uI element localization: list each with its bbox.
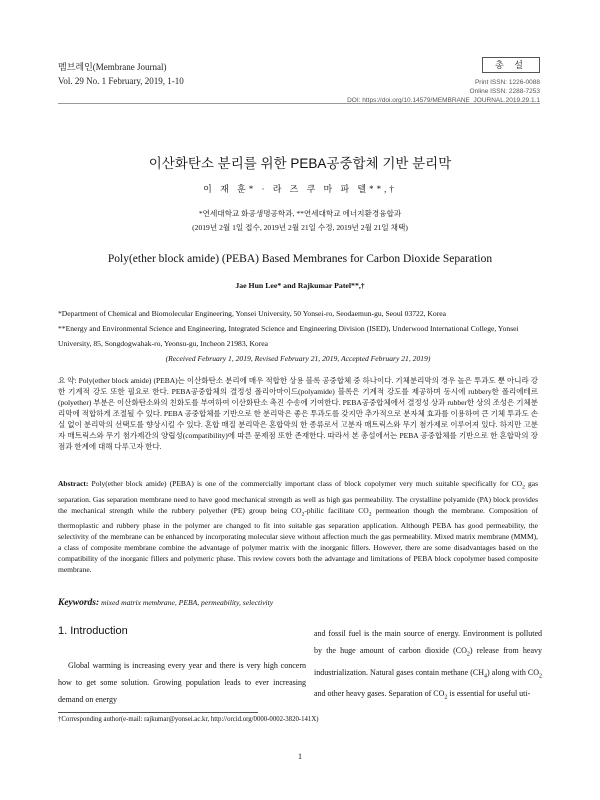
keywords-text: mixed matrix membrane, PEBA, permeability, selectivity xyxy=(101,598,274,607)
english-abstract-label: Abstract: xyxy=(58,479,89,488)
subscript: 2 xyxy=(539,673,542,680)
page-number: 1 xyxy=(298,752,302,761)
body-column-left: Global warming is increasing every year and there is very high concern how to get some solution. Growing population leads to ever increasing demand on energy xyxy=(58,661,306,704)
journal-name: 멤브레인(Membrane Journal) xyxy=(58,62,167,72)
doi-link[interactable]: DOI: https://doi.org/10.14579/MEMBRANE_JOURNAL.2019.29.1.1 xyxy=(347,97,540,104)
subscript: 2 xyxy=(301,511,305,517)
english-affiliation-1: *Department of Chemical and Biomolecular Engineering, Yonsei University, 50 Yonsei-ro, Seodaemun-gu, Seoul 03722, Korea xyxy=(58,309,446,318)
journal-volume: Vol. 29 No. 1 February, 2019, 1-10 xyxy=(58,76,184,86)
footnote-divider xyxy=(58,712,258,713)
subscript: 2 xyxy=(368,511,372,517)
body-text-2: ) release from heavy industrialization. Natural gases contain methane (CH xyxy=(314,646,542,677)
section-heading: 1. Introduction xyxy=(58,625,128,637)
english-dates: (Received February 1, 2019, Revised February 21, 2019, Accepted February 21, 2019) xyxy=(165,354,431,363)
issn-block xyxy=(347,78,540,105)
english-abstract xyxy=(58,478,538,575)
abstract-text-1: Poly(ether block amide) (PEBA) is one of the commercially important class of block copolymer very much suitable specifically for CO xyxy=(91,479,523,488)
korean-abstract xyxy=(58,375,538,452)
keywords-label: Keywords: xyxy=(58,598,100,608)
korean-dates: (2019년 2월 1일 접수, 2019년 2월 21일 수정, 2019년 2월 21일 채택) xyxy=(192,223,408,232)
online-issn: Online ISSN: 2288-7253 xyxy=(469,88,540,95)
subscript: 2 xyxy=(466,651,470,658)
abstract-text-3: -philic facilitate CO xyxy=(304,505,369,515)
header-divider xyxy=(58,103,540,104)
print-issn: Print ISSN: 1226-0088 xyxy=(474,79,540,86)
subscript: 2 xyxy=(522,484,525,491)
footnote: †Corresponding author(e-mail: rajkumar@yonsei.ac.kr, http://orcid.org/0000-0002-3820-141X) xyxy=(58,716,319,723)
journal-header xyxy=(58,60,184,88)
english-affiliations xyxy=(58,306,538,366)
subscript: 4 xyxy=(484,673,488,680)
korean-title: 이산화탄소 분리를 위한 PEBA공중합체 기반 분리막 xyxy=(148,156,452,171)
korean-affiliations xyxy=(0,207,600,235)
body-text-3: ) along with CO xyxy=(487,667,539,677)
korean-abstract-text: Poly(ether block amide) (PEBA)는 이산화탄소 분리에 매우 적합한 상용 블록 공중합체 중 하나이다. 기체분리막의 경우 높은 투과도 뿐 아니라 강한 기계적 강도 또한 필요로 한다. PEBA공중합체의 결정성 폴리아마이드(polyamide) 블록은 기계적 강도를 제공하며 동시에 rubbery한 폴리에테르(polyether) 부분은 이산화탄소와의 친화도를 부여하여 이산화탄소 촉진 수송에 기여한다. PEBA공중합체에서 결정성 상과 rubber한 상의 조성은 기체분리막에 적합하게 조절될 수 있다. PEBA 공중합체를 기반으로 한 분리막은 좋은 투과도를 갖지만 추가적으로 분자체 효과를 이용하여 큰 기체 투과도 손실 없이 분리막의 선택도를 향상시킬 수 있다. 혼합 매질 분리막은 혼합막의 한 종류로서 고분자 매트릭스와 무기 첨가제로 이루어져 있다. 하지만 고분자 매트릭스와 무기 첨가제간의 양립성(compatibility)에 따른 문제점 또한 존재한다. 따라서 본 총설에서는 PEBA 공중합체를 기반으로 한 혼합막의 장점과 한계에 대해 다루고자 한다. xyxy=(58,376,538,451)
korean-authors: 이 재 훈* · 라 즈 쿠 마 파 텔**,† xyxy=(203,184,397,194)
body-column-right xyxy=(314,625,542,707)
abstract-text-4: permeation though the membrane. Composition of thermoplastic and rubbery phase in the polymer are changed to fit into suitable gas separation application. Although PEBA has good permeability, the selectivity of the membrane can be enhanced by incorporating molecular sieve without affection much the gas permeability. Mixed matrix membrane (MMM), a class of composite membrane combine the advantage of polymer matrix with the inorganic fillers. However, there are some disadvantages based on the compatibility of the inorganic fillers and polymeric phase. This review covers both the advantage and limitations of PEBA block copolymer based composite membrane. xyxy=(58,505,538,574)
english-authors: Jae Hun Lee* and Rajkumar Patel**,† xyxy=(235,281,365,290)
keywords xyxy=(58,598,538,608)
abstract-text-2: gas separation. Gas separation membrane need to have good mechanical strength as well as high gas permeability. The crystalline polyamide (PA) block provides the mechanical strength while the rubbery polyether (PE) group being CO xyxy=(58,479,538,515)
body-text-4: and other heavy gases. Separation of CO xyxy=(314,689,445,699)
subscript: 2 xyxy=(444,694,448,701)
article-type-badge: 총 설 xyxy=(482,57,540,73)
english-affiliation-2: **Energy and Environmental Science and Engineering, Integrated Science and Engineering Division (ISED), Underwood International College, Yonsei University, 85, Songdogwahak-ro, Yeonsu-gu, Incheon 21983, Korea xyxy=(58,324,519,348)
korean-abstract-label: 요 약: xyxy=(58,376,77,385)
english-title: Poly(ether block amide) (PEBA) Based Membranes for Carbon Dioxide Separation xyxy=(107,253,493,265)
korean-affiliation: *연세대학교 화공생명공학과, **연세대학교 에너지환경융합과 xyxy=(198,209,402,218)
body-text-5: is essential for useful uti- xyxy=(447,689,531,699)
body-text-1: and fossil fuel is the main source of energy. Environment is polluted by the huge amount of carbon dioxide (CO xyxy=(314,629,542,655)
